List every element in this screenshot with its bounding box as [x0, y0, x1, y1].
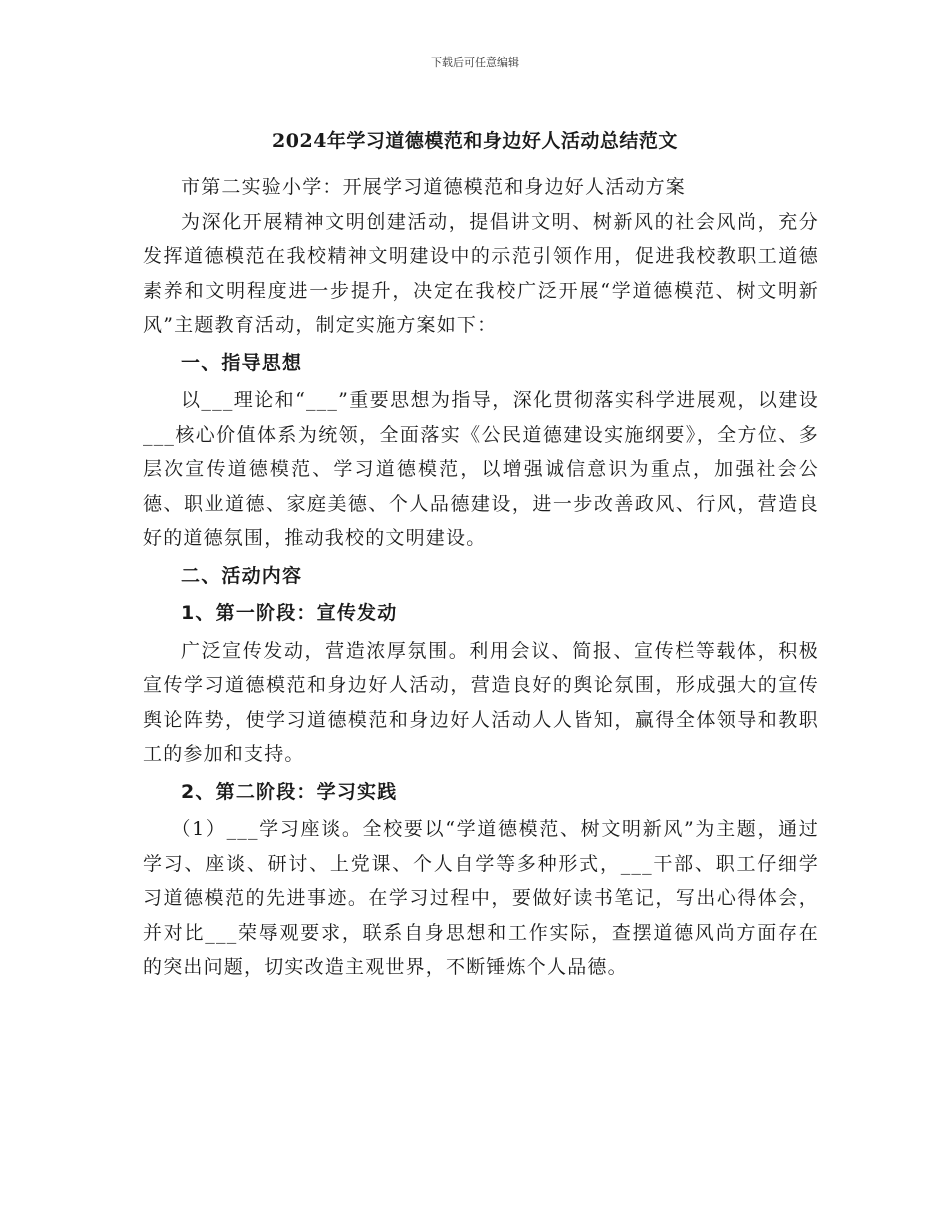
paragraph-subtitle: 市第二实验小学：开展学习道德模范和身边好人活动方案: [181, 176, 687, 198]
section-heading-guiding-thought: 一、指导思想: [181, 351, 303, 374]
paragraph-stage-two-item-1: （1）___学习座谈。全校要以“学道德模范、树文明新风”为主题，通过学习、座谈、研讨、上党课、个人自学等多种形式，___干部、职工仔细学习道德模范的先进事迹。在学习过程中，要做好读书笔记，写出心得体会，并对比___荣辱观要求，联系自身思想和工作实际，查摆道德风尚方面存在的突出问题，切实改造主观世界，不断锤炼个人品德。: [143, 818, 819, 978]
section-heading-activity-content: 二、活动内容: [181, 564, 303, 587]
document-body: [143, 170, 819, 985]
paragraph-intro: 为深化开展精神文明创建活动，提倡讲文明、树新风的社会风尚，充分发挥道德模范在我校精神文明建设中的示范引领作用，促进我校教职工道德素养和文明程度进一步提升，决定在我校广泛开展“学道德模范、树文明新风”主题教育活动，制定实施方案如下：: [143, 210, 819, 336]
paragraph-stage-one: 广泛宣传发动，营造浓厚氛围。利用会议、简报、宣传栏等载体，积极宣传学习道德模范和身边好人活动，营造良好的舆论氛围，形成强大的宣传舆论阵势，使学习道德模范和身边好人活动人人皆知，赢得全体领导和教职工的参加和支持。: [143, 639, 819, 765]
section-heading-stage-one: 1、第一阶段：宣传发动: [181, 602, 398, 624]
section-heading-stage-two: 2、第二阶段：学习实践: [181, 780, 398, 803]
header-note: 下载后可任意编辑: [431, 56, 519, 69]
document-title: 2024年学习道德模范和身边好人活动总结范文: [272, 130, 678, 152]
paragraph-guiding-thought: 以___理论和“___”重要思想为指导，深化贯彻落实科学进展观，以建设___核心价值体系为统领，全面落实《公民道德建设实施纲要》，全方位、多层次宣传道德模范、学习道德模范，以增强诚信意识为重点，加强社会公德、职业道德、家庭美德、个人品德建设，进一步改善政风、行风，营造良好的道德氛围，推动我校的文明建设。: [143, 389, 819, 549]
